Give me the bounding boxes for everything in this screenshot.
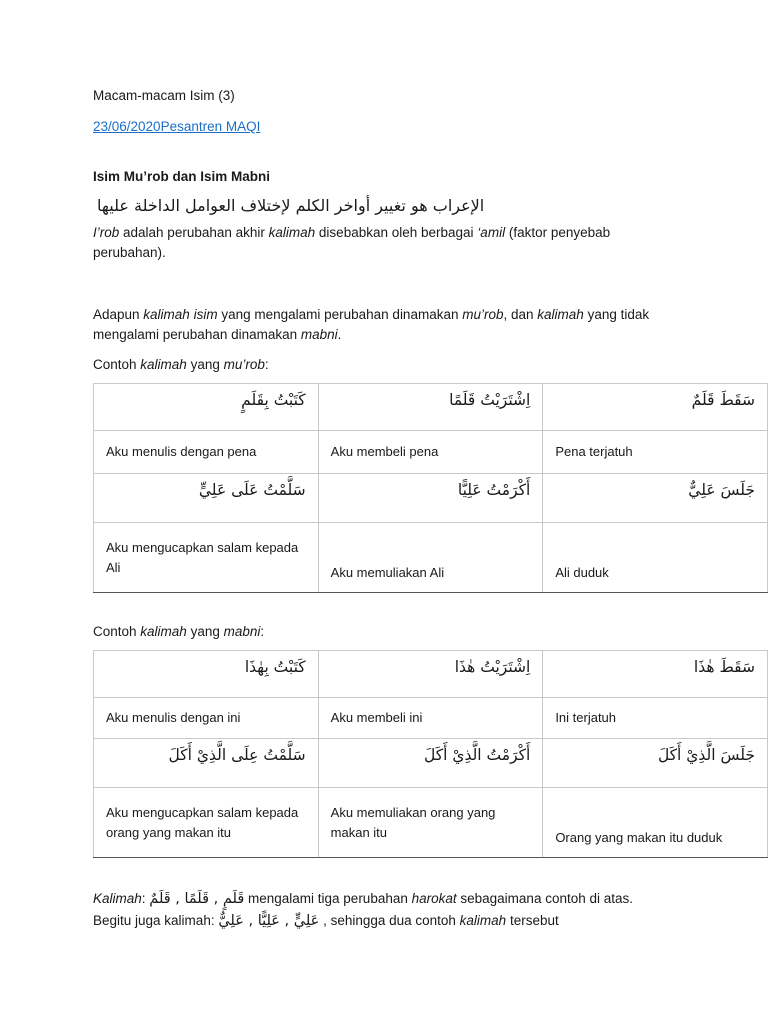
term-kalimah: Kalimah: [93, 891, 142, 906]
arabic-cell: [94, 651, 319, 698]
post-author-link[interactable]: Pesantren MAQI: [160, 119, 261, 134]
term-mabni: mabni: [300, 327, 338, 342]
text: , dan: [503, 307, 538, 322]
text: yang mengalami perubahan dinamakan: [217, 307, 463, 322]
text: Adapun: [93, 307, 144, 322]
table-row: [94, 698, 768, 739]
post-date-link[interactable]: 23/06/2020: [93, 119, 161, 134]
murob-mabni-paragraph: [93, 305, 653, 345]
text: yang: [186, 357, 224, 372]
arabic-text: جَلَسَ عَلِيٌّ: [688, 481, 755, 499]
term-kalimah: kalimah: [268, 225, 316, 240]
mabni-example-table: [93, 650, 768, 858]
text: (faktor penyebab perubahan).: [93, 225, 611, 260]
text: Contoh: [93, 357, 141, 372]
text: :: [264, 357, 269, 372]
translation-cell: Aku memuliakan orang yang makan itu: [318, 788, 543, 858]
text: yang tidak mengalami perubahan dinamakan: [93, 307, 650, 342]
murob-example-label: [93, 355, 768, 375]
arabic-text: أَكْرَمْتُ عَلِيًّا: [457, 481, 531, 499]
arabic-text: اِشْتَرَيْتُ هٰذَا: [454, 658, 531, 676]
arabic-cell: [94, 739, 319, 788]
text: sebagaimana contoh di atas. Begitu juga kalimah:: [93, 891, 634, 928]
arabic-inline: قَلَمٍ , قَلَمًا , قَلَمٌ: [149, 891, 245, 907]
translation-cell: Orang yang makan itu duduk: [543, 788, 768, 858]
article: [93, 86, 768, 932]
term-kalimah: kalimah: [140, 624, 187, 639]
translation-cell: Aku menulis dengan ini: [94, 698, 319, 739]
translation-cell: Aku mengucapkan salam kepada Ali: [94, 523, 319, 593]
arabic-cell: [543, 651, 768, 698]
mabni-example-label: [93, 622, 768, 642]
arabic-cell: [318, 739, 543, 788]
arabic-cell: [543, 384, 768, 431]
arabic-text: كَتَبْتُ بِهٰذَا: [244, 658, 306, 676]
post-title: Macam-macam Isim (3): [93, 88, 235, 103]
term-amil: ‘amil: [477, 225, 506, 240]
text: .: [337, 327, 342, 342]
arabic-cell: [543, 474, 768, 523]
arabic-cell: [318, 651, 543, 698]
text: adalah perubahan akhir: [119, 225, 269, 240]
table-row: [94, 739, 768, 788]
text: :: [260, 624, 265, 639]
table-row: [94, 384, 768, 431]
table-row: [94, 651, 768, 698]
text: yang: [186, 624, 224, 639]
murob-example-table: [93, 383, 768, 593]
text: disebabkan oleh berbagai: [315, 225, 478, 240]
arabic-cell: [318, 474, 543, 523]
arabic-text: سَقَطَ قَلَمٌ: [691, 391, 755, 409]
arabic-text: سَقَطَ هٰذَا: [693, 658, 755, 676]
translation-cell: Aku membeli pena: [318, 431, 543, 474]
term-kalimah-isim: kalimah isim: [143, 307, 218, 322]
arabic-cell: [543, 739, 768, 788]
table-row: [94, 788, 768, 858]
text: mengalami tiga perubahan: [244, 891, 412, 906]
translation-cell: Aku menulis dengan pena: [94, 431, 319, 474]
closing-paragraph: [93, 888, 653, 932]
section-heading: Isim Mu’rob dan Isim Mabni: [93, 169, 271, 184]
text: tersebut: [506, 913, 559, 928]
arabic-cell: [94, 384, 319, 431]
term-murob: mu’rob: [462, 307, 504, 322]
translation-cell: Pena terjatuh: [543, 431, 768, 474]
text: :: [141, 891, 150, 906]
arabic-text: كَتَبْتُ بِقَلَمٍ: [241, 391, 306, 409]
term-mabni: mabni: [223, 624, 261, 639]
arabic-cell: [94, 474, 319, 523]
term-kalimah: kalimah: [140, 357, 187, 372]
arabic-text: اِشْتَرَيْتُ قَلَمًا: [449, 391, 531, 409]
translation-cell: Aku memuliakan Ali: [318, 523, 543, 593]
post-meta: [93, 117, 768, 137]
arabic-text: سَلَّمْتُ عِلَى الَّذِيْ أَكَلَ: [168, 746, 306, 764]
arabic-inline: عَلِيٍّ , عَلِيًّا , عَلِيٌّ: [218, 913, 320, 929]
arabic-definition: الإعراب هو تغيير أواخر الكلم لإختلاف العوامل الداخلة عليها: [97, 196, 485, 215]
translation-cell: Ini terjatuh: [543, 698, 768, 739]
arabic-text: جَلَسَ الَّذِيْ أَكَلَ: [657, 746, 755, 764]
term-irob: I’rob: [93, 225, 120, 240]
irob-paragraph: [93, 223, 653, 263]
translation-cell: Ali duduk: [543, 523, 768, 593]
translation-cell: Aku membeli ini: [318, 698, 543, 739]
term-harokat: harokat: [411, 891, 457, 906]
arabic-cell: [318, 384, 543, 431]
arabic-text: سَلَّمْتُ عَلَى عَلِيٍّ: [198, 481, 306, 499]
table-row: [94, 474, 768, 523]
table-row: [94, 431, 768, 474]
term-murob: mu’rob: [223, 357, 265, 372]
table-row: [94, 523, 768, 593]
term-kalimah: kalimah: [459, 913, 507, 928]
term-kalimah: kalimah: [537, 307, 584, 322]
arabic-text: أَكْرَمْتُ الَّذِيْ أَكَلَ: [423, 746, 531, 764]
translation-cell: Aku mengucapkan salam kepada orang yang makan itu: [94, 788, 319, 858]
text: Contoh: [93, 624, 141, 639]
text: , sehingga dua contoh: [319, 913, 460, 928]
